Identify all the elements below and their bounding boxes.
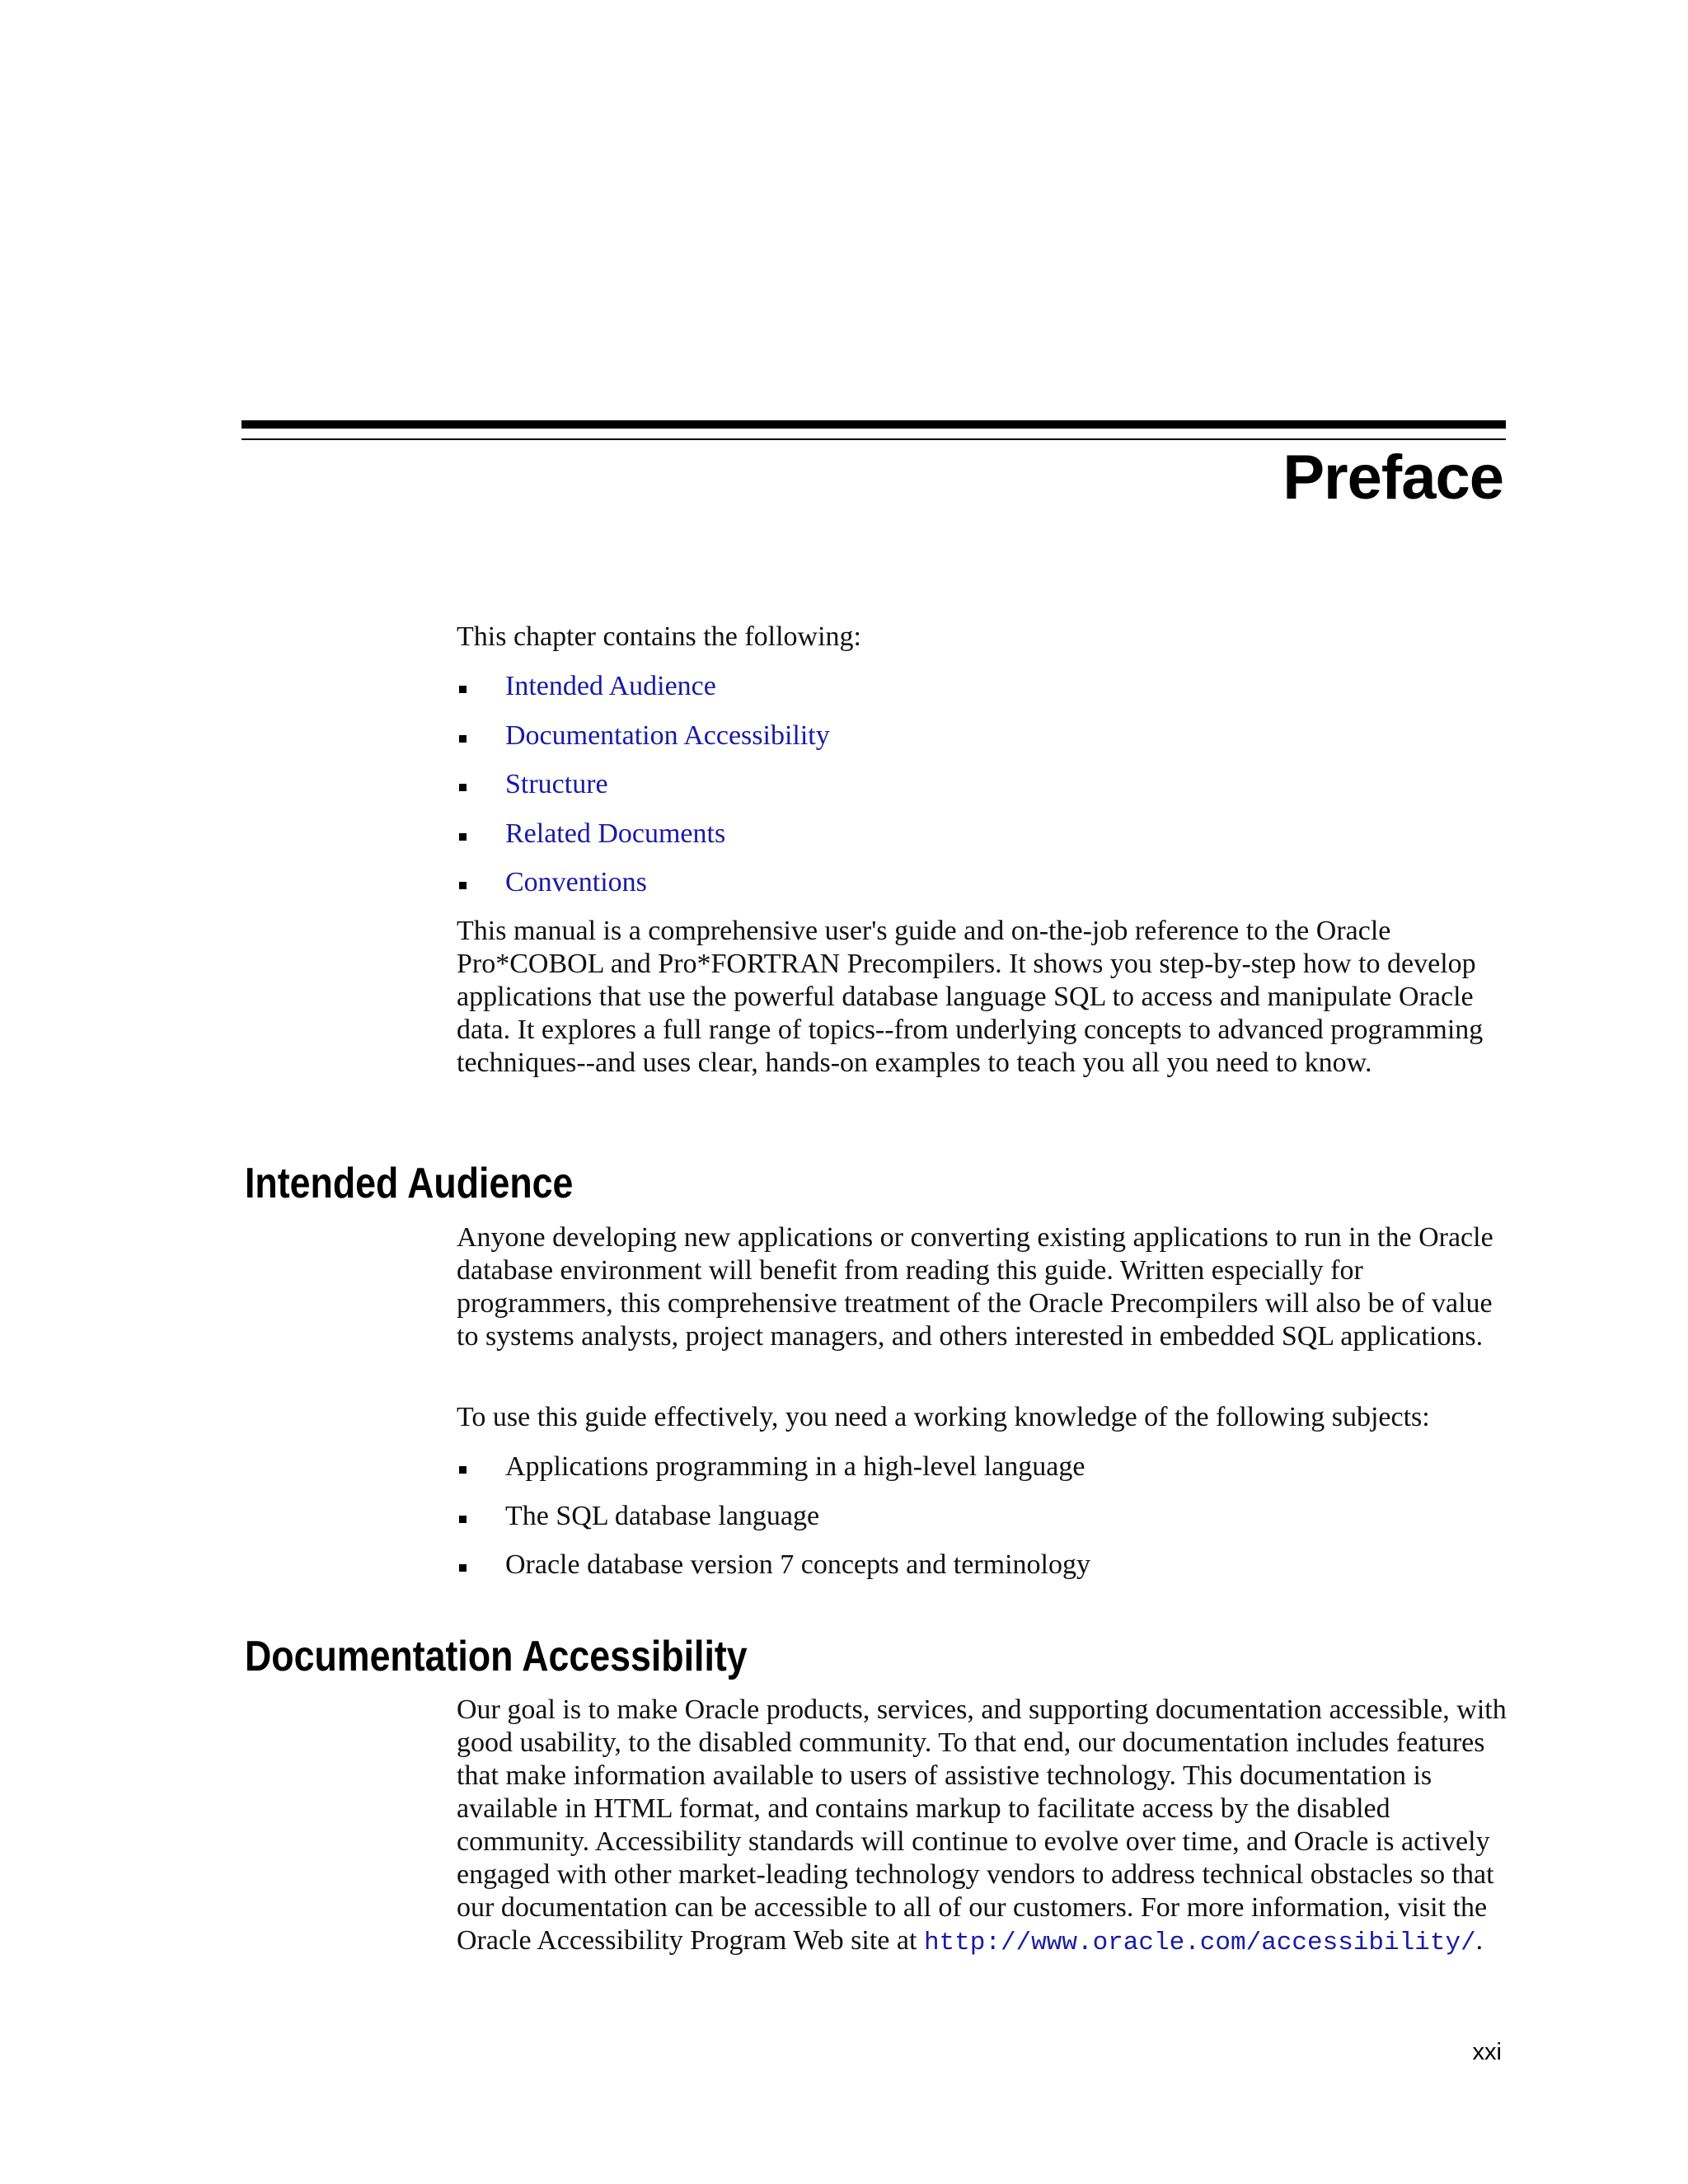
chapter-title: Preface bbox=[1282, 443, 1503, 513]
intro-lead: This chapter contains the following: bbox=[457, 621, 861, 652]
subject-text: The SQL database language bbox=[505, 1500, 820, 1531]
list-item bbox=[457, 1451, 1513, 1500]
link-documentation-accessibility[interactable]: Documentation Accessibility bbox=[505, 719, 830, 751]
required-subjects-list bbox=[457, 1451, 1513, 1598]
list-item bbox=[457, 818, 1513, 867]
list-item bbox=[457, 768, 1513, 818]
link-conventions[interactable]: Conventions bbox=[505, 867, 647, 898]
bullet-icon bbox=[459, 882, 467, 889]
section-heading-documentation-accessibility: Documentation Accessibility bbox=[245, 1633, 748, 1680]
list-item bbox=[457, 866, 1513, 916]
subject-text: Applications programming in a high-level language bbox=[505, 1451, 1085, 1482]
link-intended-audience[interactable]: Intended Audience bbox=[505, 671, 716, 701]
accessibility-text: Our goal is to make Oracle products, services, and supporting documentation accessible, with good usability, to the disabled community. To that end, our documentation includes features that make information available to users of assistive technology. This documentation is available in HTML format, and contains markup to facilitate access by the disabled community. Accessibility standards will continue to evolve over time, and Oracle is actively engaged with other market-leading technology vendors to address technical obstacles so that our documentation can be accessible to all of our customers. For more information, visit the Oracle Accessibility Program Web site at bbox=[457, 1694, 1507, 1956]
chapter-rule-thick bbox=[241, 420, 1506, 429]
list-item bbox=[457, 670, 1513, 719]
link-related-documents[interactable]: Related Documents bbox=[505, 818, 726, 849]
bullet-icon bbox=[459, 686, 467, 693]
bullet-icon bbox=[459, 1564, 467, 1572]
page-number: xxi bbox=[1472, 2039, 1502, 2065]
chapter-contents-list bbox=[457, 670, 1513, 916]
section-heading-intended-audience: Intended Audience bbox=[245, 1160, 574, 1207]
intended-audience-para-2: To use this guide effectively, you need a working knowledge of the following subjects: bbox=[457, 1402, 1430, 1432]
accessibility-url-link[interactable]: http://www.oracle.com/accessibility/ bbox=[923, 1929, 1476, 1957]
intended-audience-para-1: Anyone developing new applications or converting existing applications to run in the Oracle database environment will benefit from reading this guide. Written especially for programmers, this comprehensive treatment of the Oracle Precompilers will also be of value to systems analysts, project managers, and others interested in embedded SQL applications. bbox=[457, 1222, 1493, 1352]
bullet-icon bbox=[459, 735, 467, 743]
accessibility-trailing: . bbox=[1475, 1925, 1484, 1956]
list-item bbox=[457, 1500, 1513, 1549]
documentation-accessibility-para bbox=[457, 1694, 1513, 1960]
bullet-icon bbox=[459, 1516, 467, 1523]
subject-text: Oracle database version 7 concepts and terminology bbox=[505, 1549, 1090, 1580]
bullet-icon bbox=[459, 1466, 467, 1474]
bullet-icon bbox=[459, 833, 467, 841]
link-structure[interactable]: Structure bbox=[505, 769, 608, 799]
list-item bbox=[457, 719, 1513, 769]
list-item bbox=[457, 1549, 1513, 1598]
bullet-icon bbox=[459, 784, 467, 791]
intro-body: This manual is a comprehensive user's guide and on-the-job reference to the Oracle Pro*COBOL and Pro*FORTRAN Precompilers. It shows you step-by-step how to develop applications that use the powerful database language SQL to access and manipulate Oracle data. It explores a full range of topics--from underlying concepts to advanced programming techniques--and uses clear, hands-on examples to teach you all you need to know. bbox=[457, 916, 1484, 1078]
